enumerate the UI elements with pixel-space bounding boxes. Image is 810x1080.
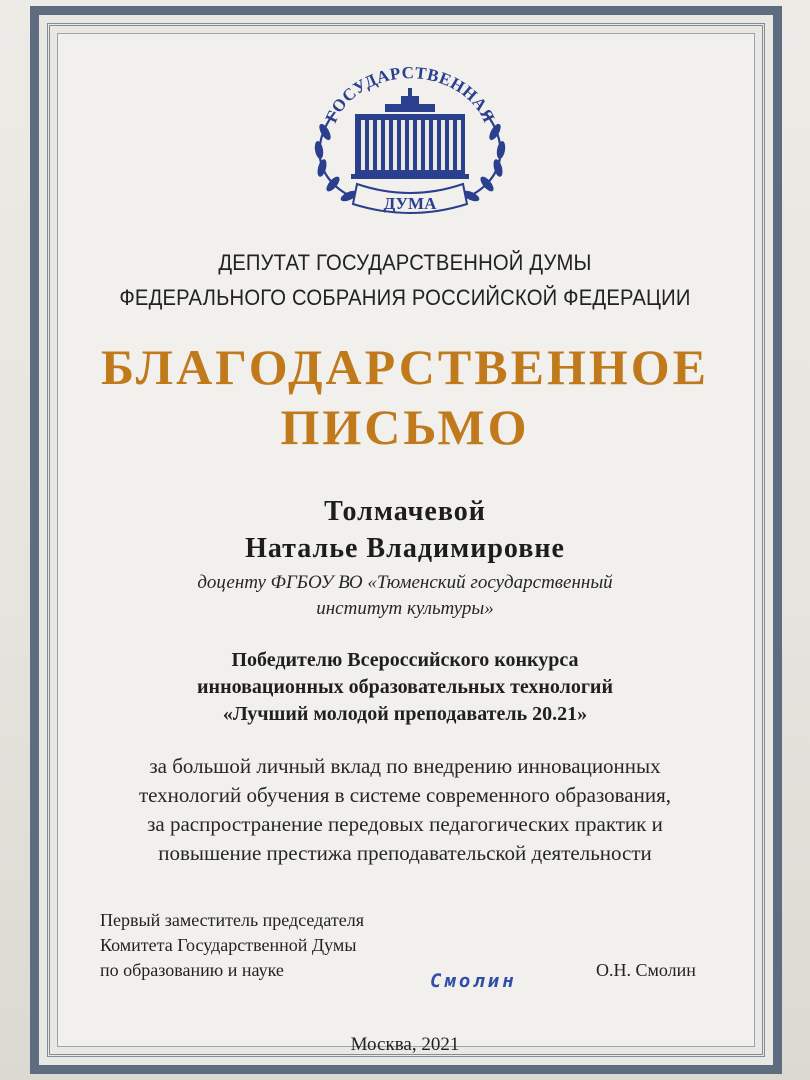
emblem-arc-text: ГОСУДАРСТВЕННАЯ	[321, 63, 499, 126]
signatory-name: О.Н. Смолин	[596, 960, 696, 980]
reason-line-2: технологий обучения в системе современного образования,	[138, 783, 672, 807]
recipient-position-line-2: институт культуры»	[316, 598, 494, 619]
document-title-line-2: ПИСЬМО	[280, 399, 530, 455]
recipient-position-line-1: доценту ФГБОУ ВО «Тюменский государственный	[197, 572, 613, 593]
award-line-1: Победителю Всероссийского конкурса	[231, 649, 579, 671]
signatory-role-line-1: Первый заместитель председателя	[100, 910, 364, 930]
award-line-3: «Лучший молодой преподаватель 20.21»	[222, 703, 588, 725]
header-line-2: ФЕДЕРАЛЬНОГО СОБРАНИЯ РОССИЙСКОЙ ФЕДЕРАЦИИ	[119, 285, 691, 310]
reason-line-4: повышение престижа преподавательской деятельности	[158, 841, 652, 865]
header-line-1: ДЕПУТАТ ГОСУДАРСТВЕННОЙ ДУМЫ	[218, 250, 592, 275]
signatory-role-line-2: Комитета Государственной Думы	[100, 935, 357, 955]
signatory-role-line-3: по образованию и науке	[100, 960, 284, 980]
document-title-line-1: БЛАГОДАРСТВЕННОЕ	[101, 339, 709, 395]
place-and-date: Москва, 2021	[350, 1034, 460, 1055]
state-duma-emblem	[295, 52, 525, 217]
recipient-given-name: Наталье Владимировне	[245, 533, 565, 564]
award-line-2: инновационных образовательных технологий	[197, 676, 613, 698]
duma-building-icon	[351, 88, 469, 179]
reason-line-1: за большой личный вклад по внедрению инновационных	[149, 754, 661, 778]
reason-line-3: за распространение передовых педагогических практик и	[147, 812, 663, 836]
recipient-surname: Толмачевой	[324, 496, 486, 527]
emblem-ribbon-text: ДУМА	[383, 194, 437, 213]
handwritten-signature: Смолин	[430, 970, 517, 992]
